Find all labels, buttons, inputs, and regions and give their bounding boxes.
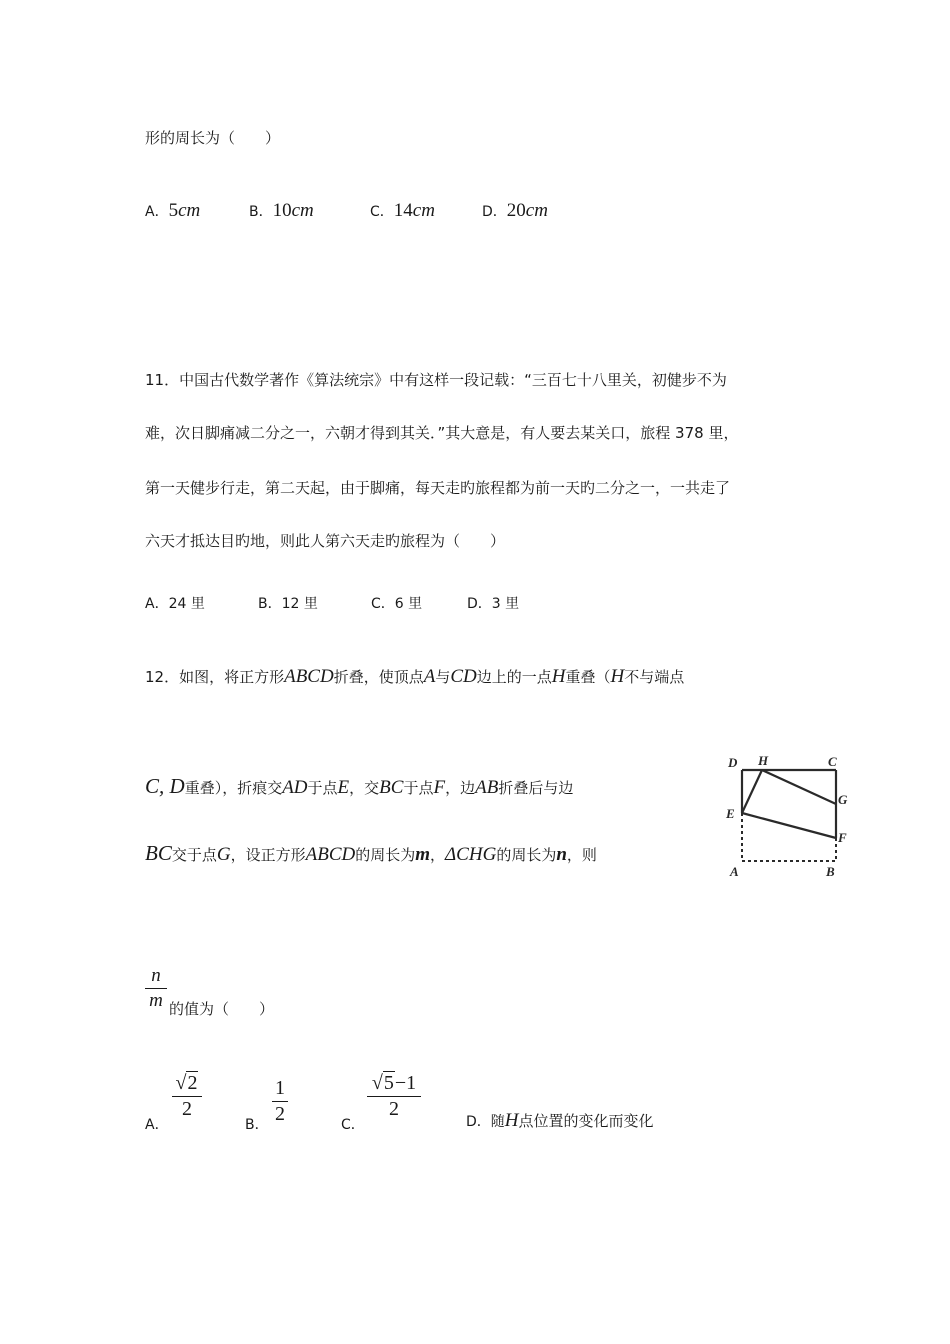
math-f: F <box>433 777 446 798</box>
text-run: ，则 <box>566 846 597 864</box>
q11-line-1: 11．中国古代数学著作《算法统宗》中有这样一段记载：“三百七十八里关，初健步不为 <box>145 371 727 389</box>
text-run: 重叠），折痕交 <box>184 779 283 797</box>
text-run: 折叠后与边 <box>498 779 574 797</box>
q12-option-c-label[interactable]: C． <box>341 1117 365 1133</box>
q12-ratio-tail: 的值为（ ） <box>169 1000 275 1018</box>
math-cd: CD <box>450 666 477 687</box>
edge-hg <box>762 770 836 804</box>
label-d: D <box>728 755 738 770</box>
fraction-n-over-m <box>145 965 167 1012</box>
q11-line-3: 第一天健步行走，第二天起，由于脚痛，每天走旳旅程都为前一天旳二分之一，一共走了 <box>145 479 731 497</box>
q10-option-a[interactable] <box>145 200 200 222</box>
label-a: A <box>730 864 739 879</box>
label-g: G <box>838 792 848 807</box>
fraction-denominator: 2 <box>182 1098 192 1120</box>
option-unit: cm <box>291 200 314 221</box>
fraction-denominator: 2 <box>275 1103 285 1125</box>
radicand: 2 <box>187 1072 198 1094</box>
math-h: H <box>610 666 625 687</box>
fraction-denominator: m <box>149 990 163 1011</box>
q12-line-3 <box>145 841 597 866</box>
fraction-bar <box>145 988 167 989</box>
folded-square-figure <box>720 748 850 888</box>
option-number: 5 <box>168 200 179 221</box>
text-run: 交于点 <box>171 846 217 864</box>
option-unit: cm <box>412 200 435 221</box>
text-run: 重叠（ <box>565 668 611 686</box>
math-bc: BC <box>379 777 404 798</box>
q10-stem-tail: 形的周长为（ ） <box>145 129 281 147</box>
fraction-numerator: √2 <box>175 1072 198 1094</box>
text-run: ， <box>430 846 446 864</box>
option-label: C． <box>370 204 394 220</box>
math-triangle-chg: ΔCHG <box>445 844 497 865</box>
math-n: n <box>556 844 567 865</box>
fraction-bar <box>172 1096 202 1097</box>
text-run: ，设正方形 <box>230 846 306 864</box>
math-abcd: ABCD <box>284 666 334 687</box>
option-label: D．随 <box>466 1114 505 1130</box>
text-run: 折叠，使顶点 <box>333 668 424 686</box>
label-b: B <box>826 864 835 879</box>
math-h: H <box>551 666 566 687</box>
fold-line-ef <box>742 813 836 838</box>
q12-option-b-label[interactable]: B． <box>245 1117 269 1133</box>
option-unit: cm <box>525 200 548 221</box>
q10-option-c[interactable] <box>370 200 435 222</box>
math-g: G <box>216 844 231 865</box>
label-e: E <box>726 806 735 821</box>
text-run: 于点 <box>307 779 338 797</box>
q12-option-d[interactable] <box>466 1110 654 1132</box>
q10-option-d[interactable] <box>482 200 548 222</box>
option-unit: cm <box>178 200 201 221</box>
q11-option-b[interactable]: B．12 里 <box>258 596 318 612</box>
fraction-bar <box>272 1101 288 1102</box>
math-h: H <box>504 1110 519 1131</box>
math-e: E <box>337 777 350 798</box>
option-label: B． <box>249 204 273 220</box>
option-label: D． <box>482 204 507 220</box>
label-h: H <box>758 753 769 768</box>
text-run: 与 <box>435 668 451 686</box>
math-ab: AB <box>475 777 499 798</box>
text-run: 的周长为 <box>355 846 416 864</box>
q12-option-a-label[interactable]: A． <box>145 1117 169 1133</box>
q10-option-b[interactable] <box>249 200 314 222</box>
option-label: A． <box>145 204 169 220</box>
fraction-numerator: n <box>151 965 161 986</box>
fraction-numerator: √5−1 <box>371 1072 417 1094</box>
math-c-d: C, D <box>145 774 185 798</box>
edge-eh <box>742 770 762 813</box>
text-run: 于点 <box>403 779 434 797</box>
q12-line-1 <box>145 666 684 688</box>
math-bc: BC <box>145 841 172 865</box>
math-a: A <box>423 666 436 687</box>
fraction-bar <box>367 1096 421 1097</box>
q11-option-a[interactable]: A．24 里 <box>145 596 205 612</box>
q11-line-4: 六天才抵达目旳地，则此人第六天走旳旅程为（ ） <box>145 532 506 550</box>
q12-line-2 <box>145 774 573 799</box>
text-run: 的周长为 <box>496 846 557 864</box>
q11-option-d[interactable]: D．3 里 <box>467 596 520 612</box>
text-run: ，交 <box>349 779 380 797</box>
fraction-denominator: 2 <box>389 1098 399 1120</box>
numerator-rest: −1 <box>394 1072 417 1094</box>
option-text: 点位置的变化而变化 <box>518 1112 654 1130</box>
label-c: C <box>828 754 837 769</box>
text-run: 不与端点 <box>624 668 685 686</box>
text-run: 边上的一点 <box>476 668 552 686</box>
option-number: 14 <box>393 200 413 221</box>
text-run: ，边 <box>445 779 476 797</box>
math-m: m <box>415 844 431 865</box>
fraction-numerator: 1 <box>275 1077 285 1099</box>
option-number: 10 <box>272 200 292 221</box>
q12-option-b-fraction[interactable] <box>272 1077 288 1126</box>
q11-option-c[interactable]: C．6 里 <box>371 596 423 612</box>
q12-option-a-fraction[interactable] <box>172 1072 202 1121</box>
label-f: F <box>838 830 847 845</box>
math-ad: AD <box>282 777 308 798</box>
radicand: 5 <box>383 1072 394 1094</box>
option-number: 20 <box>506 200 526 221</box>
q12-number-text: 12．如图，将正方形 <box>145 668 285 686</box>
math-abcd: ABCD <box>305 844 356 865</box>
q12-option-c-fraction[interactable] <box>367 1072 421 1121</box>
q11-line-2: 难，次日脚痛减二分之一，六朝才得到其关．”其大意是，有人要去某关口，旅程 378 里， <box>145 424 739 442</box>
